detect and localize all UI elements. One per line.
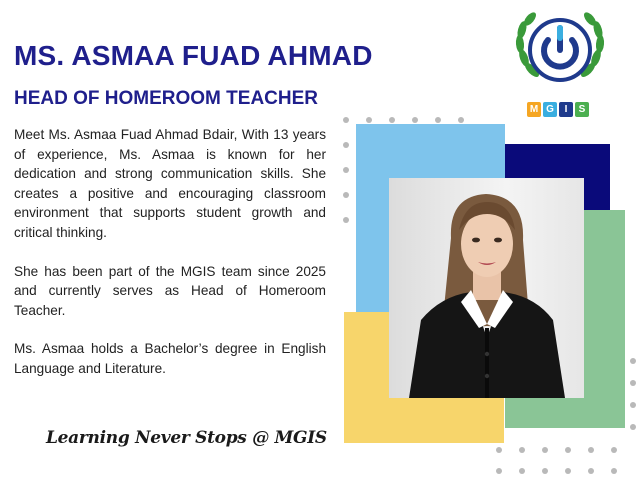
bio-paragraph-1: Meet Ms. Asmaa Fuad Ahmad Bdair, With 13 years of experience, Ms. Asmaa is known for her dedication and strong communication skills. She creates a positive and encouraging classroom environment that supports student growth and critical thinking. bbox=[14, 127, 326, 240]
bio-paragraph-3: Ms. Asmaa holds a Bachelor’s degree in English Language and Literature. bbox=[14, 341, 326, 376]
logo-letter-g: G bbox=[543, 102, 557, 117]
teacher-role: HEAD OF HOMEROOM TEACHER bbox=[14, 88, 318, 109]
portrait-illustration bbox=[389, 178, 584, 398]
tagline: Learning Never Stops @ MGIS bbox=[46, 428, 327, 448]
bio-paragraph-2: She has been part of the MGIS team since 2025 and currently serves as Head of Homeroom Teacher. bbox=[14, 263, 326, 318]
logo-letter-s: S bbox=[575, 102, 589, 117]
logo-letter-i: I bbox=[559, 102, 573, 117]
logo-letter-m: M bbox=[527, 102, 541, 117]
bio-text bbox=[14, 125, 326, 398]
teacher-photo bbox=[389, 178, 584, 398]
teacher-name: MS. ASMAA FUAD AHMAD bbox=[14, 40, 373, 71]
logo-letters bbox=[527, 102, 589, 117]
